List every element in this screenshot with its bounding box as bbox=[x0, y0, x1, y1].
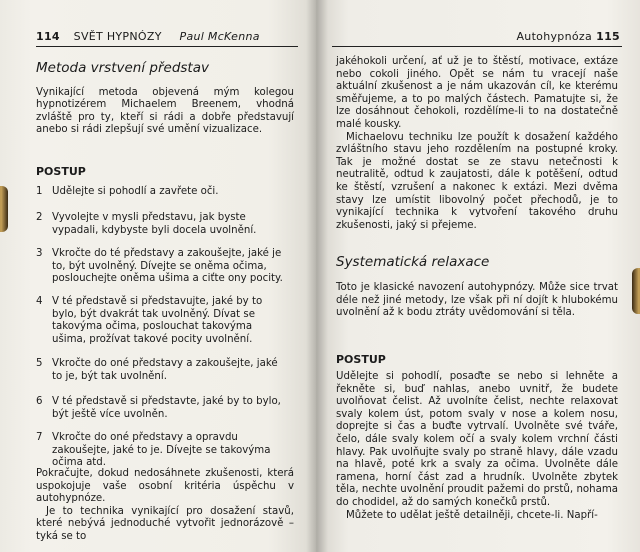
right-steps bbox=[336, 371, 618, 522]
step-number: 2 bbox=[36, 212, 43, 223]
intro-paragraph: Vynikající metoda objevená mým kolegou hypnotizérem Michaelem Breenem, vhodná zvláště pro ty, kteří si rádi a dobře představují anebo si rádi zlepšují své umění vizualizace. bbox=[36, 86, 294, 136]
right-section bbox=[336, 256, 618, 269]
step-number: 4 bbox=[36, 296, 43, 307]
page-clip bbox=[0, 186, 8, 232]
step-text: Vkročte do oné představy a zakoušejte, jaké to je, být tak uvolnění. bbox=[52, 358, 278, 382]
book-title: SVĚT HYPNÓZY bbox=[73, 30, 162, 43]
section-heading: Systematická relaxace bbox=[336, 254, 490, 270]
left-closing bbox=[36, 468, 294, 544]
paragraph: Michaelovu techniku lze použít k dosažení každého zvláštního stavu jeho rozdělením na postupné kroky. Tak je možné dostat se ze stavu netečnosti k neutralitě, odtud k zaujatosti, dále k potěšení, odtud ke štěstí, vzrušení a nakonec k extázi. Mezi dvěma stavy lze umístit libovolný počet přechodů, je to vynikající technika k vytvoření takového druhu zkušenosti, jaký si přejeme. bbox=[336, 131, 618, 231]
chapter-title: Autohypnóza bbox=[516, 30, 592, 43]
left-page-header bbox=[36, 30, 298, 43]
step-text: V té představě si představujte, jaké by to bylo, být dvakrát tak uvolněný. Dívat se takovýma očima, poslouchat takovýma ušima, prožívat takové pocity uvolnění. bbox=[52, 296, 263, 345]
postup-heading: POSTUP bbox=[336, 353, 386, 366]
step-text: V té představě si představte, jaké by to bylo, být ještě více uvolněn. bbox=[52, 396, 281, 420]
header-rule bbox=[332, 46, 622, 47]
page-clip bbox=[632, 268, 640, 314]
step-number: 3 bbox=[36, 248, 43, 259]
author-name: Paul McKenna bbox=[179, 30, 260, 43]
step-text: Vyvolejte v mysli představu, jak byste vypadali, kdybyste byli docela uvolnění. bbox=[52, 212, 257, 236]
closing-paragraph-2: Je to technika vynikající pro dosažení stavů, které nebývá jednoduché vytvořit jednorázově – tyká se to bbox=[36, 505, 294, 542]
right-intro bbox=[336, 282, 618, 320]
section-heading: Metoda vrstvení představ bbox=[36, 60, 209, 76]
step-number: 5 bbox=[36, 358, 43, 369]
paragraph: Udělejte si pohodlí, posaďte se nebo si lehněte a řekněte si, buď nahlas, anebo uvnitř, že budete uvolňovat čelist. Až uvolníte čelist, nechte relaxovat svaly kolem úst, potom svaly v nose a kolem nosu, doprejte si čas a buďte vytrvalí. Uvolněte své tváře, čelo, dále svaly kolem očí a svaly kolem vrchní části hlavy. Pak uvolňujte svaly po straně hlavy, dále vzadu na hlavě, poté krk a svaly za očima. Uvolněte dále ramena, horní část zad a hrudník. Uvolněte zbytek těla, nechte uvolnění proudit pažemi do prstů, nohama do chodidel, až do samých konečků prstů. bbox=[336, 371, 618, 508]
steps-list bbox=[36, 186, 294, 469]
step-text: Vkročte do té představy a zakoušejte, jaké je to, být uvolněný. Dívejte se oněma očima, poslouchejte oněma ušima a ciťte ony pocity. bbox=[52, 248, 283, 285]
right-page bbox=[316, 0, 640, 552]
step-number: 7 bbox=[36, 432, 43, 443]
postup-heading: POSTUP bbox=[36, 165, 86, 178]
left-page bbox=[0, 0, 316, 552]
header-rule bbox=[36, 46, 298, 47]
paragraph: Toto je klasické navození autohypnózy. Může sice trvat déle než jiné metody, lze však při ní dojít k hlubokému uvolnění až k bodu ztráty uvědomování si těla. bbox=[336, 282, 618, 319]
step-number: 6 bbox=[36, 396, 43, 407]
right-body bbox=[336, 56, 618, 232]
paragraph: Můžete to udělat ještě detailněji, chcete-li. Napří- bbox=[346, 509, 598, 521]
step-text: Vkročte do oné představy a opravdu zakoušejte, jaké to je. Dívejte se takovýma očima atd. bbox=[52, 432, 271, 469]
book-gutter bbox=[306, 0, 328, 552]
step-number: 1 bbox=[36, 186, 43, 197]
closing-paragraph: Pokračujte, dokud nedosáhnete zkušenosti, která uspokojuje vaše osobní kritéria úspěchu v autohypnóze. bbox=[36, 468, 294, 505]
paragraph: jakéhokoli určení, ať už je to štěstí, motivace, extáze nebo cokoli jiného. Opět se nám tu vracejí naše aktuální zkušenost a je nám ukazován cíl, ke kterému směřujeme, a to po malých částech. Pamatujte si, že lze dosáhnout čehokoli, rozdělíme-li to na dostatečně malé kousky. bbox=[336, 56, 618, 130]
step-text: Udělejte si pohodlí a zavřete oči. bbox=[52, 186, 219, 197]
page-number: 114 bbox=[36, 30, 60, 43]
left-body bbox=[36, 62, 294, 137]
page-number: 115 bbox=[596, 30, 620, 43]
